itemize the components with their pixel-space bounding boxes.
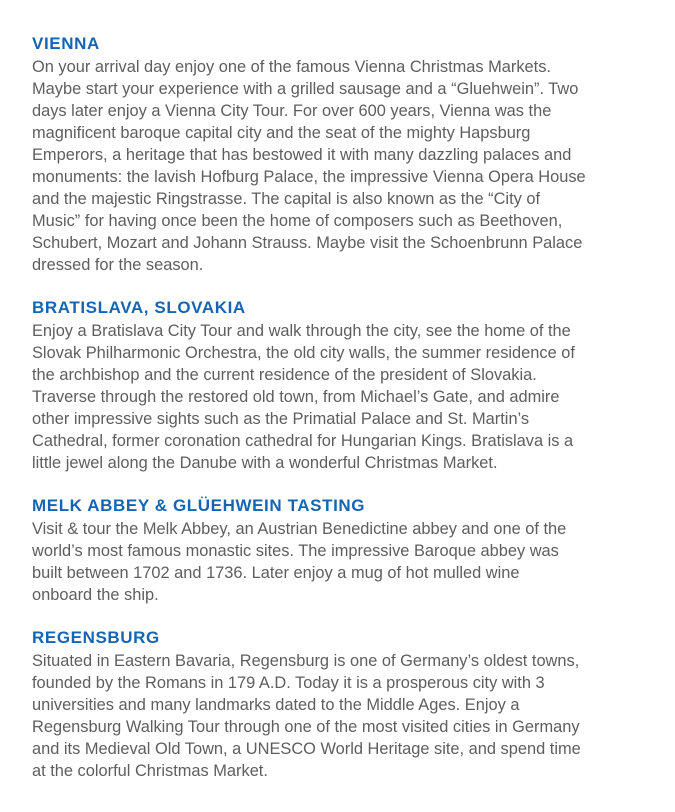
body-line: Music” for having once been the home of composers such as Beethoven, — [32, 212, 563, 230]
body-line: Schubert, Mozart and Johann Strauss. Maybe visit the Schoenbrunn Palace — [32, 234, 583, 252]
section-regensburg — [32, 628, 657, 782]
section-heading: BRATISLAVA, SLOVAKIA — [32, 298, 246, 317]
body-line: built between 1702 and 1736. Later enjoy a mug of hot mulled wine — [32, 564, 520, 582]
section-heading: MELK ABBEY & GLÜEHWEIN TASTING — [32, 496, 366, 515]
body-line: the archbishop and the current residence of the president of Slovakia. — [32, 366, 537, 384]
body-line: onboard the ship. — [32, 586, 159, 604]
body-line: world’s most famous monastic sites. The impressive Baroque abbey was — [32, 542, 559, 560]
section-body — [32, 56, 657, 276]
section-body — [32, 518, 657, 606]
body-line: at the colorful Christmas Market. — [32, 762, 268, 780]
body-line: little jewel along the Danube with a wonderful Christmas Market. — [32, 454, 498, 472]
body-line: Emperors, a heritage that has bestowed it with many dazzling palaces and — [32, 146, 572, 164]
itinerary-document — [32, 34, 657, 804]
body-line: monuments: the lavish Hofburg Palace, the impressive Vienna Opera House — [32, 168, 586, 186]
section-heading: VIENNA — [32, 34, 100, 53]
body-line: Traverse through the restored old town, from Michael’s Gate, and admire — [32, 388, 560, 406]
body-line: On your arrival day enjoy one of the famous Vienna Christmas Markets. — [32, 58, 551, 76]
body-line: other impressive sights such as the Primatial Palace and St. Martin’s — [32, 410, 530, 428]
section-vienna — [32, 34, 657, 276]
section-body — [32, 650, 657, 782]
body-line: universities and many landmarks dated to the Middle Ages. Enjoy a — [32, 696, 520, 714]
body-line: Visit & tour the Melk Abbey, an Austrian Benedictine abbey and one of the — [32, 520, 567, 538]
body-line: Slovak Philharmonic Orchestra, the old city walls, the summer residence of — [32, 344, 575, 362]
section-melk-abbey — [32, 496, 657, 606]
body-line: days later enjoy a Vienna City Tour. For over 600 years, Vienna was the — [32, 102, 552, 120]
body-line: and its Medieval Old Town, a UNESCO World Heritage site, and spend time — [32, 740, 581, 758]
body-line: Cathedral, former coronation cathedral for Hungarian Kings. Bratislava is a — [32, 432, 574, 450]
body-line: Regensburg Walking Tour through one of the most visited cities in Germany — [32, 718, 580, 736]
body-line: dressed for the season. — [32, 256, 204, 274]
body-line: and the majestic Ringstrasse. The capital is also known as the “City of — [32, 190, 541, 208]
body-line: Situated in Eastern Bavaria, Regensburg is one of Germany’s oldest towns, — [32, 652, 580, 670]
section-body — [32, 320, 657, 474]
body-line: Enjoy a Bratislava City Tour and walk through the city, see the home of the — [32, 322, 571, 340]
body-line: founded by the Romans in 179 A.D. Today it is a prosperous city with 3 — [32, 674, 545, 692]
section-heading: REGENSBURG — [32, 628, 160, 647]
body-line: magnificent baroque capital city and the seat of the mighty Hapsburg — [32, 124, 531, 142]
body-line: Maybe start your experience with a grilled sausage and a “Gluehwein”. Two — [32, 80, 579, 98]
section-bratislava — [32, 298, 657, 474]
